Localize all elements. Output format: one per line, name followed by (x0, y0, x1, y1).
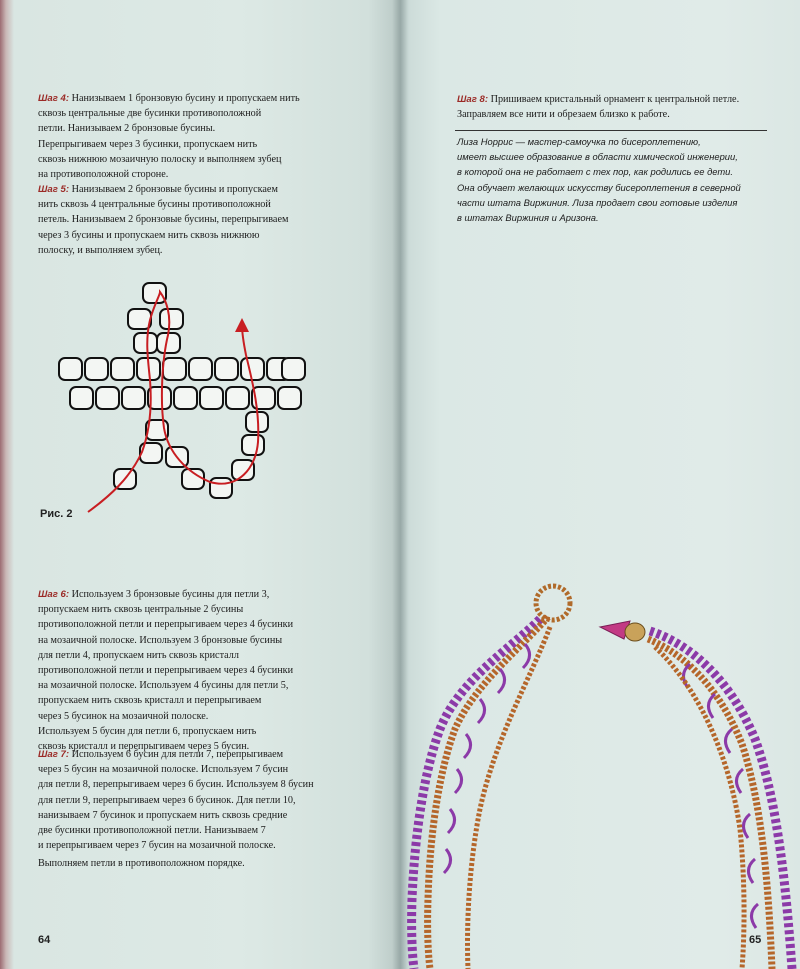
page-number-left: 64 (38, 934, 51, 946)
figure-caption: Рис. 2 (40, 508, 73, 520)
bead (134, 333, 157, 353)
bead (200, 387, 223, 409)
necklace-photo (400, 569, 800, 969)
bead (111, 358, 134, 380)
bead (241, 358, 264, 380)
closing-line: Выполняем петли в противоположном порядке. (38, 858, 245, 869)
bead (122, 387, 145, 409)
bead (189, 358, 212, 380)
book-gutter (392, 0, 408, 969)
step-4-label: Шаг 4: (38, 93, 70, 104)
step-8-label: Шаг 8: (457, 94, 489, 105)
step-7-label: Шаг 7: (38, 749, 70, 760)
step-5-paragraph: Шаг 5: Нанизываем 2 бронзовые бусины и пропускаем нить сквозь 4 центральные бусины противоположной петель. Нанизываем 2 бронзовые бусины, перепрыгиваем через 3 бусины и пропускаем нить сквозь нижнюю полоску, и выполняем зубец. (38, 184, 289, 256)
bead (96, 387, 119, 409)
bead (160, 309, 183, 329)
bead (174, 387, 197, 409)
bead (242, 435, 264, 455)
bead (278, 387, 301, 409)
bead (232, 460, 254, 480)
step-7-paragraph: Шаг 7: Используем 6 бусин для петли 7, перепрыгиваем через 5 бусин на мозаичной полоске. Используем 7 бусин для петли 8, перепрыгиваем через 6 бусин. Используем 8 бусин для петли 9, перепрыгиваем через 6 бусинок. Для петли 10, нанизываем 7 бусинок и пропускаем нить сквозь средние две бусинки противоположной петли. Нанизываем 7 и перепрыгиваем через 7 бусин на мозаичной полоске. (38, 749, 314, 852)
step-6-label: Шаг 6: (38, 589, 70, 600)
bead (226, 387, 249, 409)
bead (128, 309, 151, 329)
strand-loops-right (683, 664, 758, 928)
clasp-ring (536, 586, 570, 620)
divider-rule (455, 130, 767, 131)
step-6-paragraph: Шаг 6: Используем 3 бронзовые бусины для петли 3, пропускаем нить сквозь центральные 2 бусины противоположной петли и перепрыгиваем через 4 бусинки на мозаичной полоске. Используем 3 бронзовые бусины для петли 4, пропускаем нить сквозь кристалл противоположной петли и перепрыгиваем через 4 бусинки на мозаичной полоске. Используем 4 бусины для петли 5, пропускаем нить сквозь кристалл и перепрыгиваем через 5 бусинок на мозаичной полоске. Используем 5 бусин для петли 6, пропускаем нить сквозь кристалл и перепрыгиваем через 5 бусин. (38, 589, 294, 753)
bead (215, 358, 238, 380)
bead (210, 478, 232, 498)
page-number-right: 65 (749, 934, 762, 946)
bead (143, 283, 166, 303)
gold-bead (625, 623, 645, 641)
bead (85, 358, 108, 380)
bead (59, 358, 82, 380)
bead (282, 358, 305, 380)
step-4-paragraph: Шаг 4: Нанизываем 1 бронзовую бусину и пропускаем нить сквозь центральные две бусинки противоположной петли. Нанизываем 2 бронзовые бусины. Перепрыгиваем через 3 бусинки, пропускаем нить сквозь нижнюю мозаичную полоску и выполняем зубец на противоположной стороне. (38, 93, 300, 181)
author-bio: Лиза Норрис — мастер-самоучка по бисероплетению, имеет высшее образование в области химической инженерии, в которой она не работает с тех пор, как родились ее дети. Она обучает желающих искусству бисероплетения в северной части штата Виржиния. Лиза продает свои готовые изделия в штатах Виржиния и Аризона. (457, 136, 741, 224)
bead-diagram (0, 0, 400, 540)
step-8-paragraph: Шаг 8: Пришиваем кристальный орнамент к центральной петле. Заправляем все нити и обрезаем близко к работе. (457, 94, 740, 121)
bead (163, 358, 186, 380)
step-5-label: Шаг 5: (38, 184, 70, 195)
thread-arrow-icon (235, 318, 249, 332)
bead (70, 387, 93, 409)
